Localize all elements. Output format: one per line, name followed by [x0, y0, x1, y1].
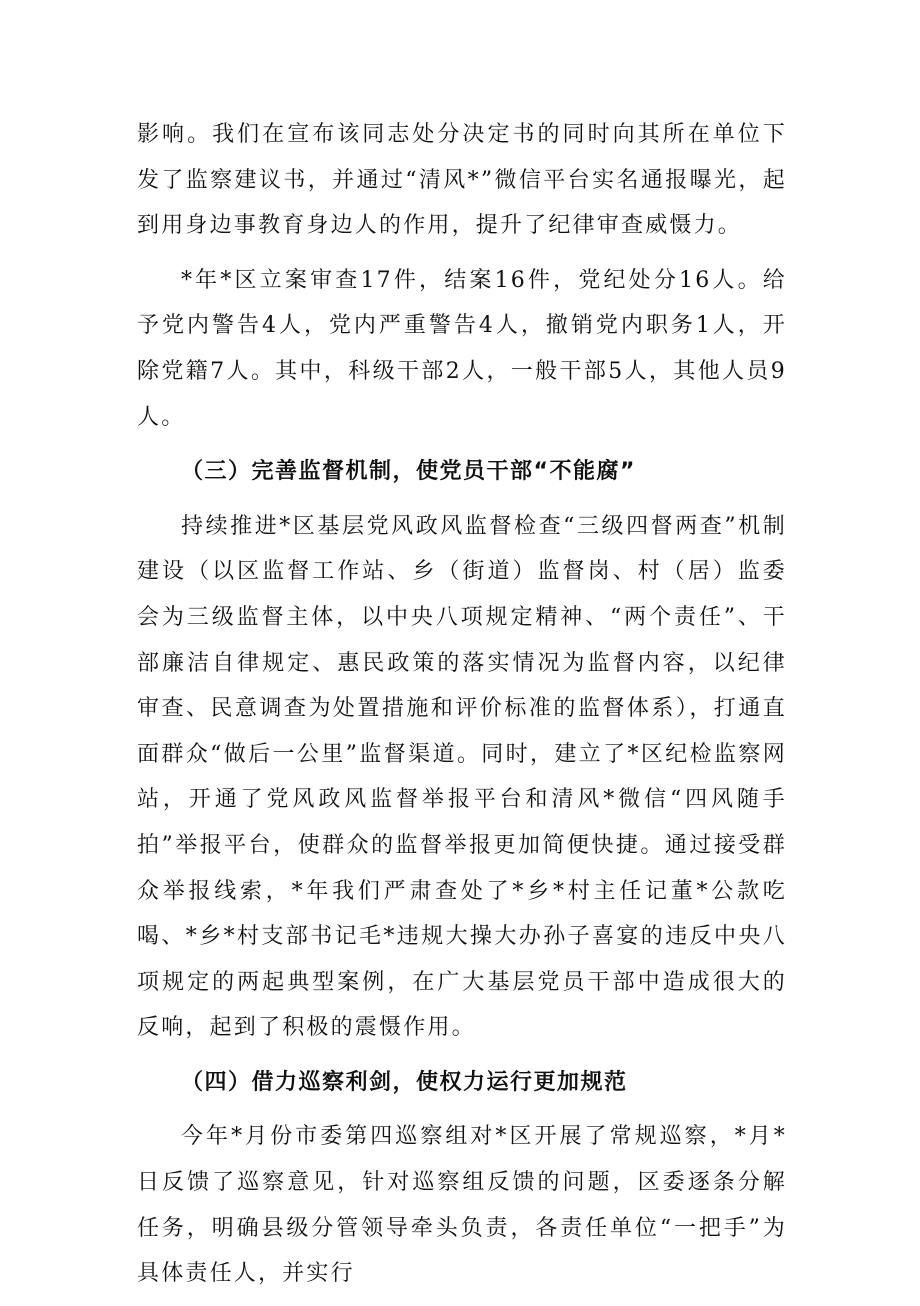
paragraph-continuation: 影响。我们在宣布该同志处分决定书的同时向其所在单位下发了监察建议书，并通过“清风*”微信平台实名通报曝光，起到用身边事教育身边人的作用，提升了纪律审查威慑力。	[137, 122, 787, 239]
section-heading-3: （三）完善监督机制，使党员干部“不能腐”	[181, 459, 636, 485]
paragraph-inspection: 今年*月份市委第四巡察组对*区开展了常规巡察，*月*日反馈了巡察意见，针对巡察组反馈的问题，区委逐条分解任务，明确县级分管领导牵头负责，各责任单位“一把手”为具体责任人，并实行	[137, 1124, 787, 1287]
paragraph-case-statistics: *年*区立案审查17件，结案16件，党纪处分16人。给予党内警告4人，党内严重警告4人，撤销党内职务1人，开除党籍7人。其中，科级干部2人，一般干部5人，其他人员9人。	[137, 267, 787, 430]
section-heading-4: （四）借力巡察利剑，使权力运行更加规范	[181, 1069, 628, 1095]
document-body	[137, 112, 787, 1306]
paragraph-supervision-mechanism: 持续推进*区基层党风政风监督检查“三级四督两查”机制建设（以区监督工作站、乡（街道）监督岗、村（居）监委会为三级监督主体，以中央八项规定精神、“两个责任”、干部廉洁自律规定、惠民政策的落实情况为监督内容，以纪律审查、民意调查为处置措施和评价标准的监督体系），打通直面群众“做后一公里”监督渠道。同时，建立了*区纪检监察网站，开通了党风政风监督举报平台和清风*微信“四风随手拍”举报平台，使群众的监督举报更加简便快捷。通过接受群众举报线索，*年我们严肃查处了*乡*村主任记董*公款吃喝、*乡*村支部书记毛*违规大操大办孙子喜宴的违反中央八项规定的两起典型案例，在广大基层党员干部中造成很大的反响，起到了积极的震慑作用。	[137, 513, 787, 1041]
